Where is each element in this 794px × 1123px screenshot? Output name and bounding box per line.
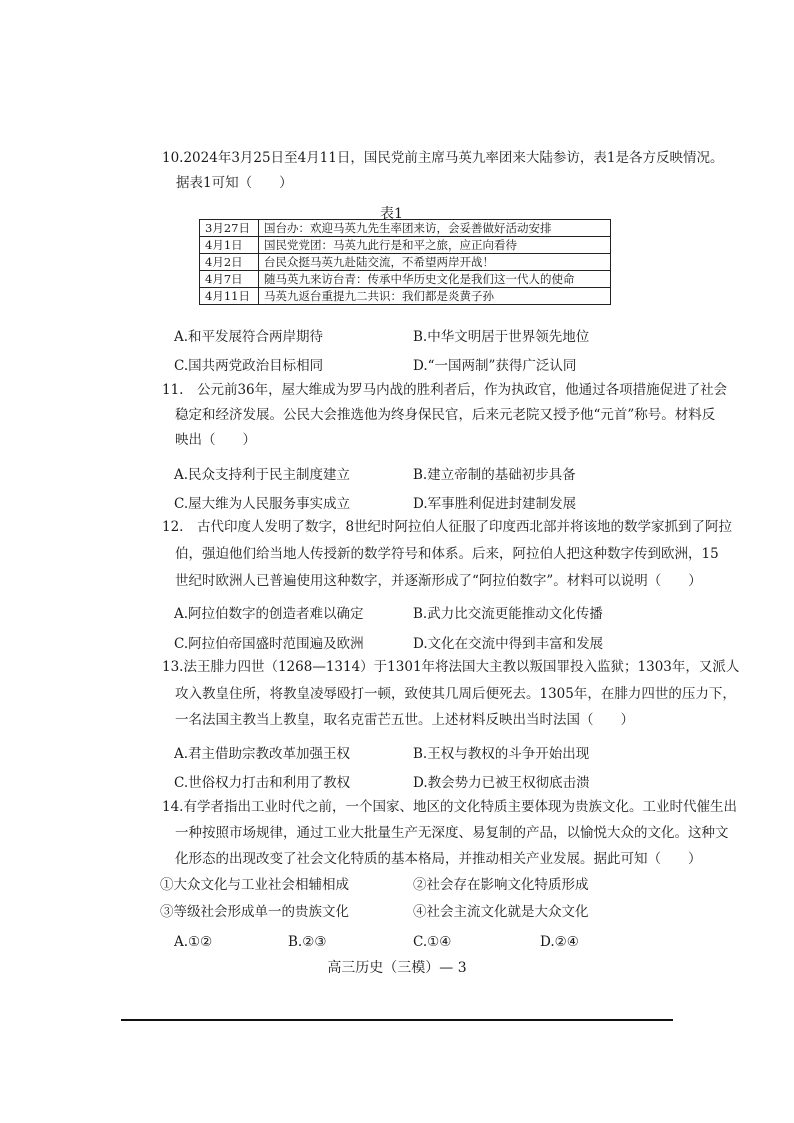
q13-stem-line2: 攻入教皇住所，将教皇凌辱殴打一顿，致使其几周后便死去。1305年，在腓力四世的压力下， xyxy=(175,686,736,702)
q14-option-a: A.①② xyxy=(174,934,213,950)
table-cell-date: 4月11日 xyxy=(200,288,259,305)
q12-stem-line1: 12. 古代印度人发明了数字，8世纪时阿拉伯人征服了印度西北部并将该地的数学家抓到了阿拉 xyxy=(162,519,733,535)
bottom-rule xyxy=(121,1019,673,1021)
q13-stem-line3: 一名法国主教当上教皇，取名克雷芒五世。上述材料反映出当时法国（ ） xyxy=(175,712,634,728)
table-row xyxy=(200,271,611,288)
table-cell-text: 马英九返台重提九二共识：我们都是炎黄子孙 xyxy=(259,288,611,305)
q14-stem-line2: 一种按照市场规律，通过工业大批量生产无深度、易复制的产品，以愉悦大众的文化。这种文 xyxy=(175,825,729,841)
q14-option-b: B.②③ xyxy=(288,934,327,950)
q14-item-3: ③等级社会形成单一的贵族文化 xyxy=(160,904,349,920)
q11-option-b: B.建立帝制的基础初步具备 xyxy=(413,467,576,483)
table-cell-text: 国台办：欢迎马英九先生率团来访，会妥善做好活动安排 xyxy=(259,220,611,237)
table-cell-date: 3月27日 xyxy=(200,220,259,237)
q13-option-a: A.君主借助宗教改革加强王权 xyxy=(174,746,351,762)
table-row xyxy=(200,288,611,305)
table-title: 表1 xyxy=(380,206,403,222)
q10-option-a: A.和平发展符合两岸期待 xyxy=(174,329,324,345)
table-row xyxy=(200,220,611,237)
q10-option-d: D.“一国两制”获得广泛认同 xyxy=(413,358,577,374)
table-row xyxy=(200,237,611,254)
q14-stem-line1: 14.有学者指出工业时代之前，一个国家、地区的文化特质主要体现为贵族文化。工业时代催生出 xyxy=(162,799,737,815)
q12-option-a: A.阿拉伯数字的创造者难以确定 xyxy=(174,606,364,622)
q14-item-4: ④社会主流文化就是大众文化 xyxy=(413,904,589,920)
table-cell-text: 国民党党团：马英九此行是和平之旅，应正向看待 xyxy=(259,237,611,254)
q11-option-d: D.军事胜利促进封建制发展 xyxy=(413,496,577,512)
table-cell-date: 4月7日 xyxy=(200,271,259,288)
q11-option-a: A.民众支持利于民主制度建立 xyxy=(174,467,351,483)
q14-item-2: ②社会存在影响文化特质形成 xyxy=(413,877,589,893)
page-footer: 高三历史（三模）— 3 xyxy=(327,960,467,976)
q12-option-c: C.阿拉伯帝国盛时范围遍及欧洲 xyxy=(174,636,364,652)
q14-option-c: C.①④ xyxy=(413,934,452,950)
q14-stem-line3: 化形态的出现改变了社会文化特质的基本格局，并推动相关产业发展。据此可知（ ） xyxy=(175,851,702,867)
q11-stem-line3: 映出（ ） xyxy=(175,432,256,448)
q10-option-c: C.国共两党政治目标相同 xyxy=(174,358,324,374)
q12-option-b: B.武力比交流更能推动文化传播 xyxy=(413,606,603,622)
q10-stem-line2: 据表1可知（ ） xyxy=(176,175,293,191)
q14-item-1: ①大众文化与工业社会相辅相成 xyxy=(160,877,349,893)
q11-stem-line1: 11. 公元前36年，屋大维成为罗马内战的胜利者后，作为执政官，他通过各项措施促进了社会 xyxy=(162,382,728,398)
table-1 xyxy=(199,219,611,305)
q12-stem-line2: 伯，强迫他们给当地人传授新的数学符号和体系。后来，阿拉伯人把这种数字传到欧洲，15 xyxy=(175,546,719,562)
q11-option-c: C.屋大维为人民服务事实成立 xyxy=(174,496,351,512)
q10-option-b: B.中华文明居于世界领先地位 xyxy=(413,329,590,345)
table-cell-date: 4月2日 xyxy=(200,254,259,271)
table-cell-text: 随马英九来访台青：传承中华历史文化是我们这一代人的使命 xyxy=(259,271,611,288)
q10-stem-line1: 10.2024年3月25日至4月11日，国民党前主席马英九率团来大陆参访，表1是各方反映情况。 xyxy=(162,150,724,166)
q13-option-b: B.王权与教权的斗争开始出现 xyxy=(413,746,590,762)
q12-option-d: D.文化在交流中得到丰富和发展 xyxy=(413,636,604,652)
table-row xyxy=(200,254,611,271)
table-cell-text: 台民众挺马英九赴陆交流，不希望两岸开战！ xyxy=(259,254,611,271)
q13-stem-line1: 13.法王腓力四世（1268—1314）于1301年将法国大主教以叛国罪投入监狱；1303年，又派人 xyxy=(162,659,740,675)
q14-option-d: D.②④ xyxy=(540,934,579,950)
q11-stem-line2: 稳定和经济发展。公民大会推选他为终身保民官，后来元老院又授予他“元首”称号。材料反 xyxy=(175,407,716,423)
q13-option-c: C.世俗权力打击和利用了教权 xyxy=(174,775,351,791)
q13-option-d: D.教会势力已被王权彻底击溃 xyxy=(413,775,590,791)
table-cell-date: 4月1日 xyxy=(200,237,259,254)
q12-stem-line3: 世纪时欧洲人已普遍使用这种数字，并逐渐形成了“阿拉伯数字”。材料可以说明（ ） xyxy=(175,573,702,589)
